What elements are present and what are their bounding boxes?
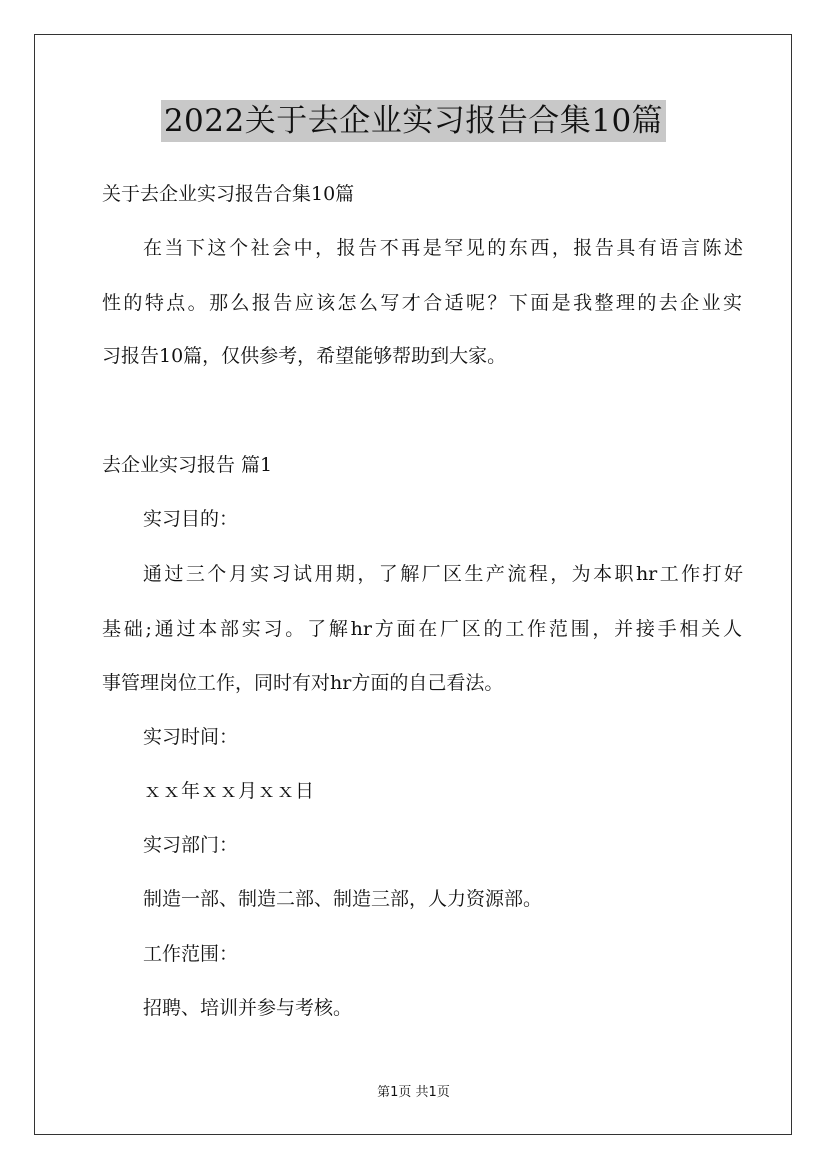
intro-line-1: 在当下这个社会中，报告不再是罕见的东西，报告具有语言陈述 — [143, 237, 743, 259]
dept-label: 实习部门： — [143, 834, 239, 856]
intro-line-3: 习报告10篇，仅供参考，希望能够帮助到大家。 — [102, 345, 507, 367]
time-value: ｘｘ年ｘｘ月ｘｘ日 — [143, 780, 315, 802]
document-subtitle: 关于去企业实习报告合集10篇 — [102, 183, 355, 205]
purpose-line-3: 事管理岗位工作，同时有对hr方面的自己看法。 — [102, 672, 504, 694]
purpose-label: 实习目的： — [143, 508, 239, 530]
dept-value: 制造一部、制造二部、制造三部，人力资源部。 — [143, 888, 543, 910]
intro-line-2: 性的特点。那么报告应该怎么写才合适呢？下面是我整理的去企业实 — [102, 292, 742, 314]
purpose-line-2: 基础;通过本部实习。了解hr方面在厂区的工作范围，并接手相关人 — [102, 618, 742, 640]
purpose-line-1: 通过三个月实习试用期，了解厂区生产流程，为本职hr工作打好 — [143, 563, 743, 585]
time-label: 实习时间： — [143, 726, 239, 748]
scope-value: 招聘、培训并参与考核。 — [143, 997, 353, 1019]
scope-label: 工作范围： — [143, 943, 239, 965]
section-heading: 去企业实习报告 篇1 — [102, 454, 273, 476]
document-title: 2022关于去企业实习报告合集10篇 — [161, 100, 666, 142]
document-title-wrapper — [0, 100, 827, 142]
page-footer: 第1页 共1页 — [377, 1085, 450, 1100]
